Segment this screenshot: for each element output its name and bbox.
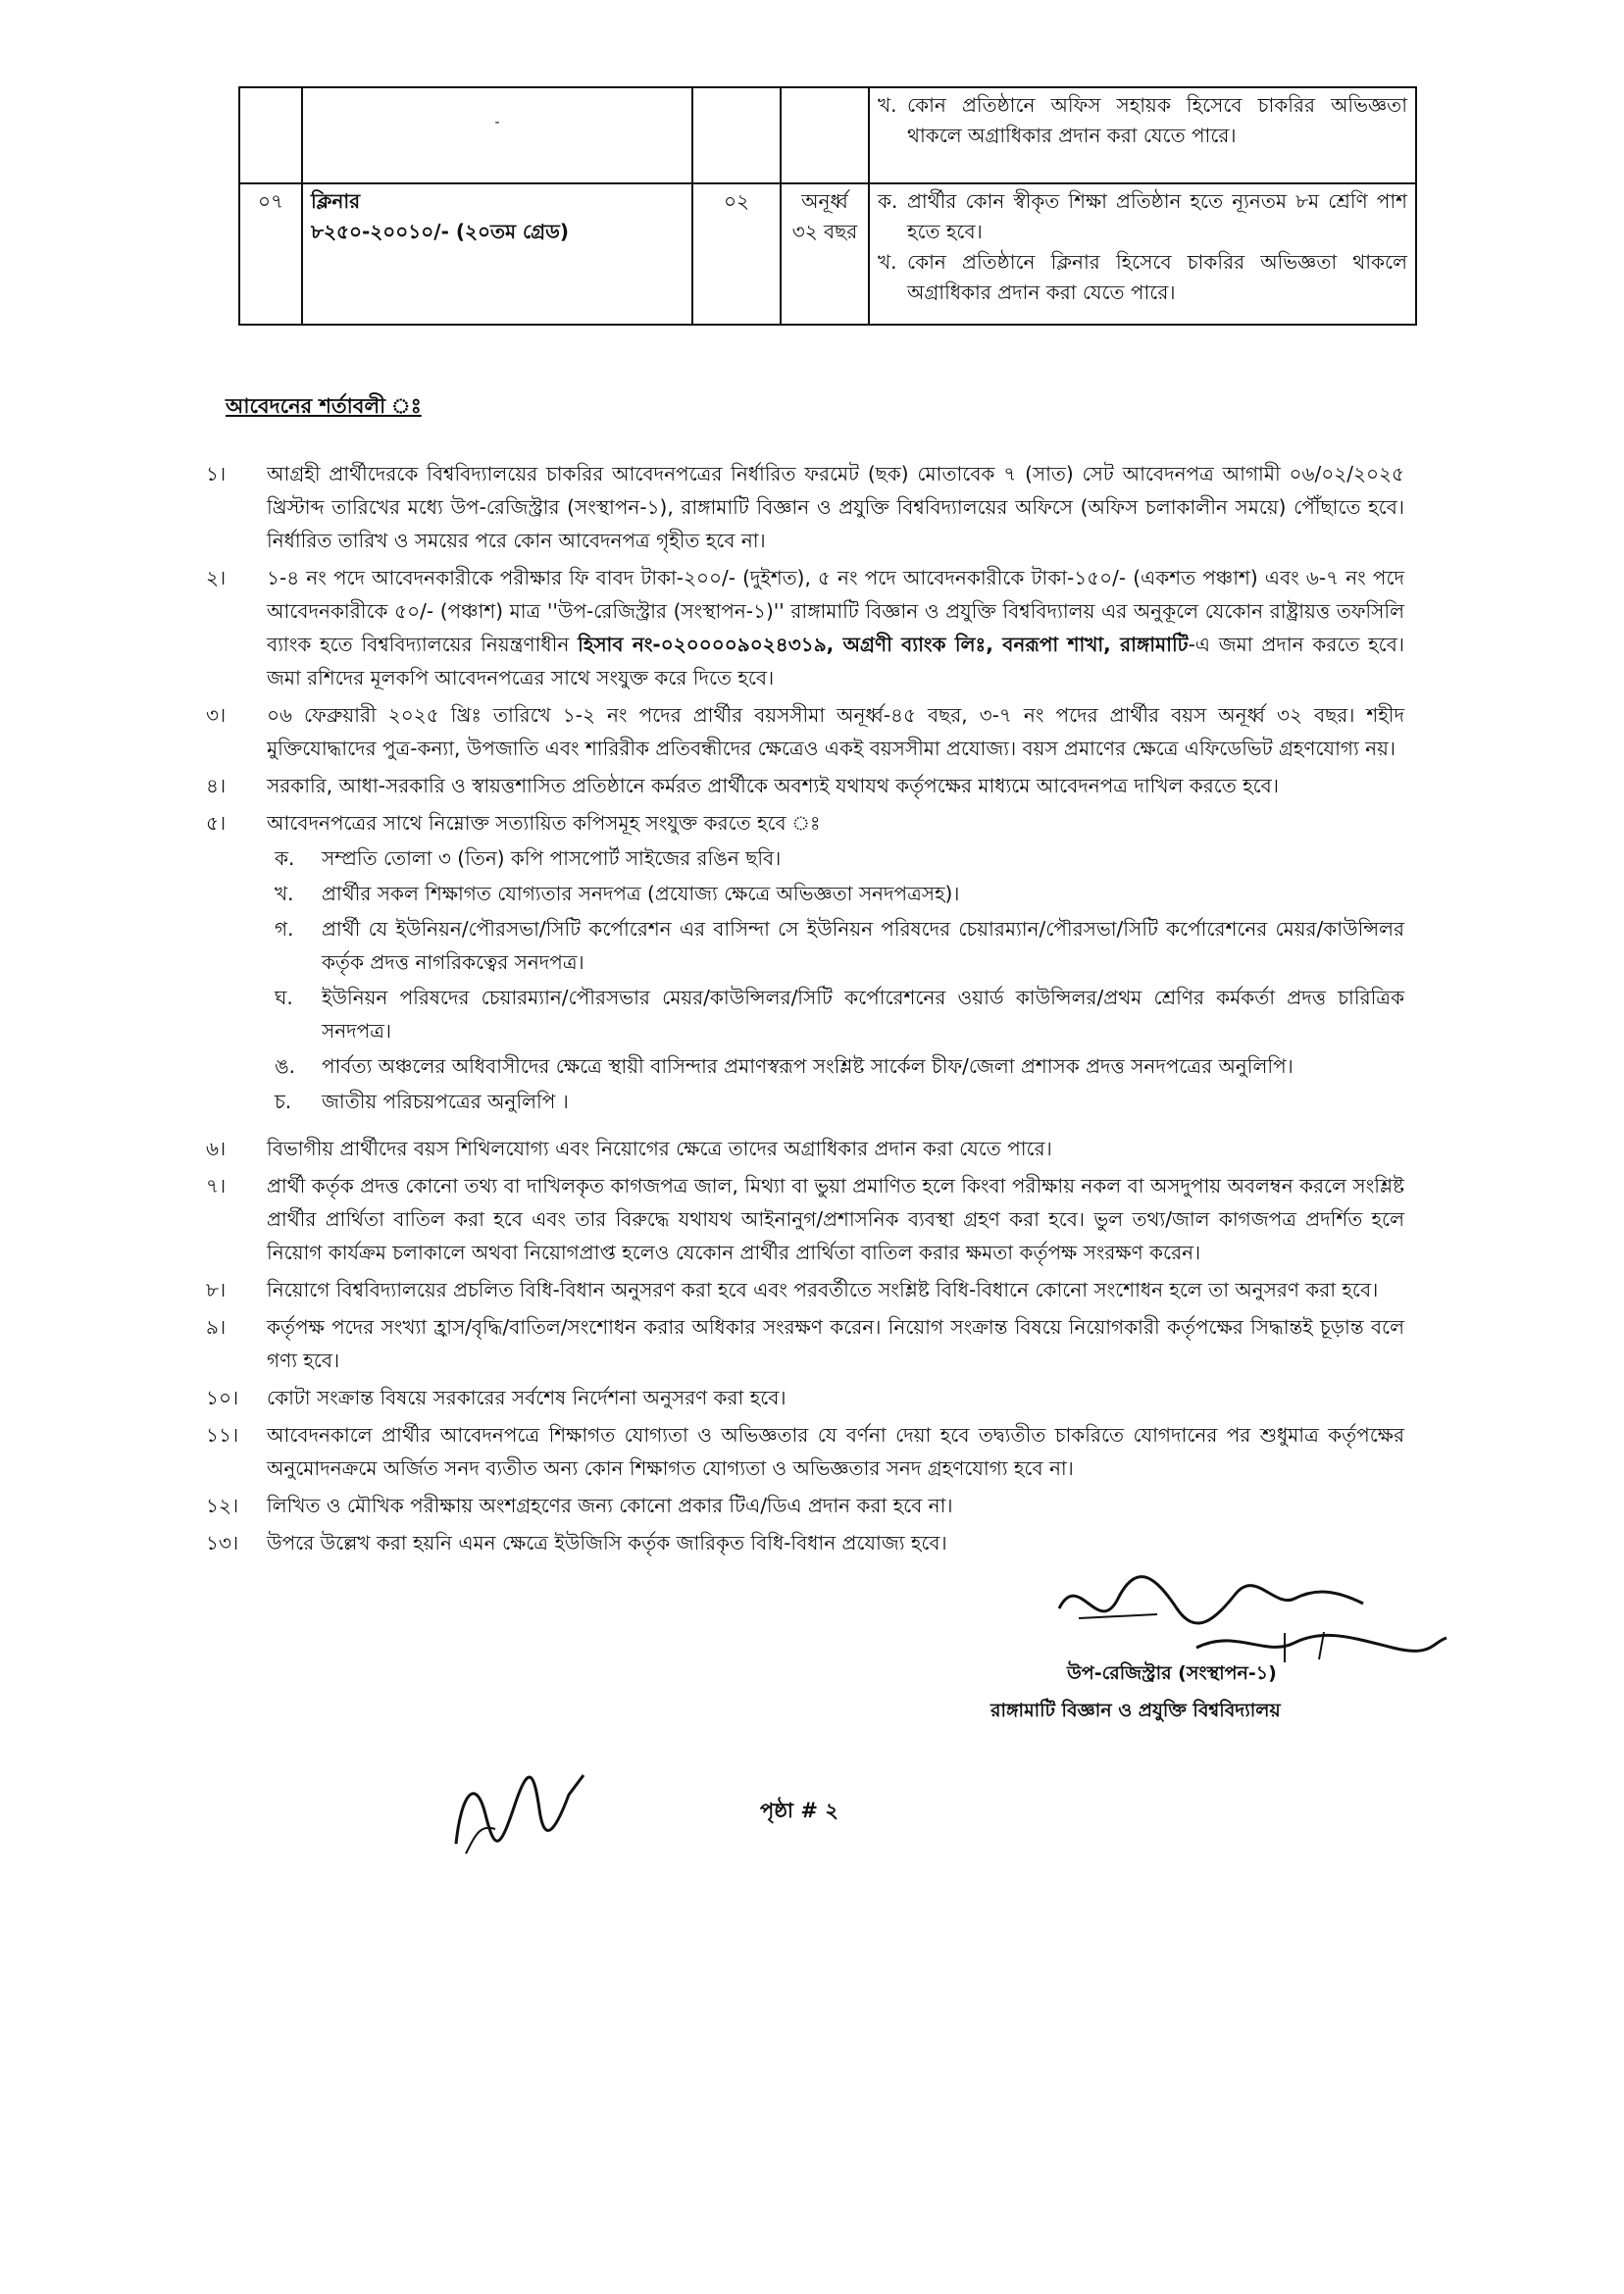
- attachments-list: [267, 841, 1404, 1118]
- condition-item: [206, 806, 1404, 1120]
- attachment-item: [275, 841, 1404, 875]
- qualification-cell: [869, 183, 1416, 325]
- attachment-item: [275, 912, 1404, 979]
- attachment-item: [275, 1049, 1404, 1083]
- condition-number: ৮।: [206, 1278, 227, 1301]
- condition-item: [206, 1489, 1404, 1522]
- condition-number: ৭।: [206, 1174, 227, 1198]
- qualification-item: [878, 186, 1407, 247]
- qualification-text: প্রার্থীর কোন স্বীকৃত শিক্ষা প্রতিষ্ঠান হতে ন্যূনতম ৮ম শ্রেণি পাশ হতে হবে।: [907, 189, 1407, 243]
- condition-number: ২।: [206, 566, 227, 589]
- job-table: [238, 86, 1417, 326]
- condition-text: ০৬ ফেব্রুয়ারী ২০২৫ খ্রিঃ তারিখে ১-২ নং পদের প্রার্থীর বয়সসীমা অনূর্ধ্ব-৪৫ বছর, ৩-৭ নং পদের প্রার্থীর বয়স অনূর্ধ্ব ৩২ বছর। শহীদ মুক্তিযোদ্ধাদের পুত্র-কন্যা, উপজাতি এবং শারিরীক প্রতিবন্ধীদের ক্ষেত্রেও একই বয়সসীমা প্রযোজ্য। বয়স প্রমাণের ক্ষেত্রে এফিডেভিট গ্রহণযোগ্য নয়।: [267, 703, 1404, 760]
- post-cell: [302, 87, 692, 183]
- signatory-title: উপ-রেজিস্ট্রার (সংস্থাপন-১): [1067, 1662, 1277, 1684]
- condition-number: ১৩।: [206, 1531, 239, 1555]
- attachment-key: ঙ.: [275, 1054, 296, 1078]
- qualification-item: [878, 247, 1407, 308]
- condition-text-part: ১-৪ নং পদে আবেদনকারীকে পরীক্ষার ফি বাবদ টাকা-২০০/- (দুইশত), ৫ নং পদে আবেদনকারীকে টাকা-১৫০/- (একশত পঞ্চাশ) এবং ৬-৭ নং পদে আবেদনকারীকে ৫০/- (পঞ্চাশ) মাত্র ''উপ-রেজিস্ট্রার (সংস্থাপন-১)'' রাঙ্গামাটি বিজ্ঞান ও প্রযুক্তি বিশ্ববিদ্যালয় এর অনুকূলে যেকোন রাষ্ট্রায়ত্ত তফসিলি ব্যাংক হতে বিশ্ববিদ্যালয়ের নিয়ন্ত্রণাধীন: [267, 566, 1404, 656]
- age-cell: [781, 87, 869, 183]
- condition-number: ১।: [206, 462, 227, 485]
- condition-text: প্রার্থী কর্তৃক প্রদত্ত কোনো তথ্য বা দাখিলকৃত কাগজপত্র জাল, মিথ্যা বা ভুয়া প্রমাণিত হলে কিংবা পরীক্ষায় নকল বা অসদুপায় অবলম্বন করলে সংশ্লিষ্ট প্রার্থীর প্রার্থিতা বাতিল করা হবে এবং তার বিরুদ্ধে যথাযথ আইনানুগ/প্রশাসনিক ব্যবস্থা গ্রহণ করা হবে। ভুল তথ্য/জাল কাগজপত্র প্রদর্শিত হলে নিয়োগ কার্যক্রম চলাকালে অথবা নিয়োগপ্রাপ্ত হলেও যেকোন প্রার্থীর প্রার্থিতা বাতিল করার ক্ষমতা কর্তৃপক্ষ সংরক্ষণ করেন।: [267, 1174, 1404, 1264]
- condition-number: ১১।: [206, 1423, 239, 1447]
- condition-item: [206, 1310, 1404, 1377]
- condition-item: [206, 561, 1404, 694]
- table-row: [239, 87, 1416, 183]
- condition-number: ৬।: [206, 1137, 227, 1160]
- condition-text: [267, 561, 1404, 694]
- qualification-item: [878, 90, 1407, 151]
- age-cell: অনূর্ধ্ব ৩২ বছর: [781, 183, 869, 325]
- attachment-key: চ.: [275, 1090, 292, 1113]
- signatory-organization: রাঙ্গামাটি বিজ্ঞান ও প্রযুক্তি বিশ্ববিদ্যালয়: [990, 1700, 1281, 1721]
- conditions-heading: আবেদনের শর্তাবলী ঃ: [226, 394, 422, 418]
- attachment-text: ইউনিয়ন পরিষদের চেয়ারম্যান/পৌরসভার মেয়র/কাউন্সিলর/সিটি কর্পোরেশনের ওয়ার্ড কাউন্সিলর/প্রথম শ্রেণির কর্মকর্তা প্রদত্ত চারিত্রিক সনদপত্র।: [322, 986, 1404, 1043]
- condition-item: [206, 1418, 1404, 1485]
- page-number: পৃষ্ঠা # ২: [760, 1799, 838, 1822]
- condition-number: ৯।: [206, 1315, 227, 1339]
- qualification-cell: [869, 87, 1416, 183]
- attachment-key: গ.: [275, 917, 294, 941]
- condition-text: সরকারি, আধা-সরকারি ও স্বায়ত্তশাসিত প্রতিষ্ঠানে কর্মরত প্রার্থীকে অবশ্যই যথাযথ কর্তৃপক্ষের মাধ্যমে আবেদনপত্র দাখিল করতে হবে।: [267, 774, 1279, 797]
- attachment-item: [275, 1085, 1404, 1118]
- condition-text: আবেদনকালে প্রার্থীর আবেদনপত্রে শিক্ষাগত যোগ্যতা ও অভিজ্ঞতার যে বর্ণনা দেয়া হবে তদ্ব্যতীত চাকরিতে যোগদানের পর শুধুমাত্র কর্তৃপক্ষের অনুমোদনক্রমে অর্জিত সনদ ব্যতীত অন্য কোন শিক্ষাগত যোগ্যতা ও অভিজ্ঞতার সনদ গ্রহণযোগ্য হবে না।: [267, 1423, 1404, 1480]
- attachment-key: ঘ.: [275, 986, 293, 1009]
- qualification-key: খ.: [878, 93, 897, 117]
- attachment-text: সম্প্রতি তোলা ৩ (তিন) কপি পাসপোর্ট সাইজের রঙিন ছবি।: [322, 846, 782, 870]
- attachment-text: প্রার্থীর সকল শিক্ষাগত যোগ্যতার সনদপত্র (প্রযোজ্য ক্ষেত্রে অভিজ্ঞতা সনদপত্রসহ)।: [322, 882, 960, 905]
- condition-text: উপরে উল্লেখ করা হয়নি এমন ক্ষেত্রে ইউজিসি কর্তৃক জারিকৃত বিধি-বিধান প্রযোজ্য হবে।: [267, 1531, 947, 1555]
- condition-text: লিখিত ও মৌখিক পরীক্ষায় অংশগ্রহণের জন্য কোনো প্রকার টিএ/ডিএ প্রদান করা হবে না।: [267, 1494, 953, 1517]
- condition-text: আবেদনপত্রের সাথে নিম্নোক্ত সত্যায়িত কপিসমূহ সংযুক্ত করতে হবে ঃ: [267, 811, 821, 835]
- table-row: [239, 183, 1416, 325]
- attachment-text: জাতীয় পরিচয়পত্রের অনুলিপি ।: [322, 1090, 569, 1113]
- bank-account-details: হিসাব নং-০২০০০০৯০২৪৩১৯, অগ্রণী ব্যাংক লিঃ, বনরূপা শাখা, রাঙ্গামাটি: [578, 633, 1189, 656]
- condition-item: [206, 1273, 1404, 1306]
- attachment-item: [275, 981, 1404, 1047]
- condition-item: [206, 698, 1404, 765]
- condition-text: কোটা সংক্রান্ত বিষয়ে সরকারের সর্বশেষ নির্দেশনা অনুসরণ করা হবে।: [267, 1386, 787, 1409]
- attachment-key: ক.: [275, 846, 295, 870]
- quantity-cell: [692, 87, 781, 183]
- condition-number: ৫।: [206, 811, 227, 835]
- condition-text: আগ্রহী প্রার্থীদেরকে বিশ্ববিদ্যালয়ের চাকরির আবেদনপত্রের নির্ধারিত ফরমেট (ছক) মোতাবেক ৭ (সাত) সেট আবেদনপত্র আগামী ০৬/০২/২০২৫ খ্রিস্টাব্দ তারিখের মধ্যে উপ-রেজিস্ট্রার (সংস্থাপন-১), রাঙ্গামাটি বিজ্ঞান ও প্রযুক্তি বিশ্ববিদ্যালয়ের অফিসে (অফিস চলাকালীন সময়ে) পৌঁছাতে হবে। নির্ধারিত তারিখ ও সময়ের পরে কোন আবেদনপত্র গৃহীত হবে না।: [267, 462, 1404, 552]
- qualification-text: কোন প্রতিষ্ঠানে ক্লিনার হিসেবে চাকরির অভিজ্ঞতা থাকলে অগ্রাধিকার প্রদান করা যেতে পারে।: [907, 250, 1407, 304]
- qualification-text: কোন প্রতিষ্ঠানে অফিস সহায়ক হিসেবে চাকরির অভিজ্ঞতা থাকলে অগ্রাধিকার প্রদান করা যেতে পারে।: [907, 93, 1407, 147]
- condition-item: [206, 1169, 1404, 1269]
- condition-text-part: -এ জমা প্রদান করতে হবে। জমা রশিদের মূলকপি আবেদনপত্রের সাথে সংযুক্ত করে দিতে হবে।: [267, 633, 1405, 689]
- serial-cell: [239, 87, 302, 183]
- condition-number: ১২।: [206, 1494, 239, 1517]
- initial-scribble: [446, 1756, 593, 1863]
- attachment-item: [275, 877, 1404, 910]
- serial-cell: ০৭: [239, 183, 302, 325]
- condition-item: [206, 1381, 1404, 1414]
- condition-item: [206, 1132, 1404, 1165]
- attachment-text: প্রার্থী যে ইউনিয়ন/পৌরসভা/সিটি কর্পোরেশন এর বাসিন্দা সে ইউনিয়ন পরিষদের চেয়ারম্যান/পৌরসভা/সিটি কর্পোরেশনের মেয়র/কাউন্সিলর কর্তৃক প্রদত্ত নাগরিকত্বের সনদপত্র।: [322, 917, 1404, 974]
- qualification-key: ক.: [878, 189, 898, 213]
- quantity-cell: ০২: [692, 183, 781, 325]
- conditions-list: [206, 457, 1404, 1563]
- qualification-key: খ.: [878, 250, 897, 274]
- condition-number: ১০।: [206, 1386, 239, 1409]
- condition-number: ৩।: [206, 703, 227, 727]
- pay-scale: ৮২৫০-২০০১০/- (২০তম গ্রেড): [311, 220, 570, 243]
- attachment-text: পার্বত্য অঞ্চলের অধিবাসীদের ক্ষেত্রে স্থায়ী বাসিন্দার প্রমাণস্বরূপ সংশ্লিষ্ট সার্কেল চীফ/জেলা প্রশাসক প্রদত্ত সনদপত্রের অনুলিপি।: [322, 1054, 1294, 1078]
- condition-body: [267, 806, 1404, 1120]
- stray-mark: -: [494, 115, 500, 130]
- condition-text: বিভাগীয় প্রার্থীদের বয়স শিথিলযোগ্য এবং নিয়োগের ক্ষেত্রে তাদের অগ্রাধিকার প্রদান করা যেতে পারে।: [267, 1137, 1052, 1160]
- condition-text: কর্তৃপক্ষ পদের সংখ্যা হ্রাস/বৃদ্ধি/বাতিল/সংশোধন করার অধিকার সংরক্ষণ করেন। নিয়োগ সংক্রান্ত বিষয়ে নিয়োগকারী কর্তৃপক্ষের সিদ্ধান্তই চূড়ান্ত বলে গণ্য হবে।: [267, 1315, 1404, 1372]
- condition-number: ৪।: [206, 774, 227, 797]
- condition-item: [206, 457, 1404, 557]
- post-cell: [302, 183, 692, 325]
- signature-scribble: [1040, 1550, 1451, 1667]
- post-name: ক্লিনার: [311, 189, 361, 213]
- attachment-key: খ.: [275, 882, 294, 905]
- condition-text: নিয়োগে বিশ্ববিদ্যালয়ের প্রচলিত বিধি-বিধান অনুসরণ করা হবে এবং পরবর্তীতে সংশ্লিষ্ট বিধি-বিধানে কোনো সংশোধন হলে তা অনুসরণ করা হবে।: [267, 1278, 1379, 1301]
- condition-item: [206, 769, 1404, 802]
